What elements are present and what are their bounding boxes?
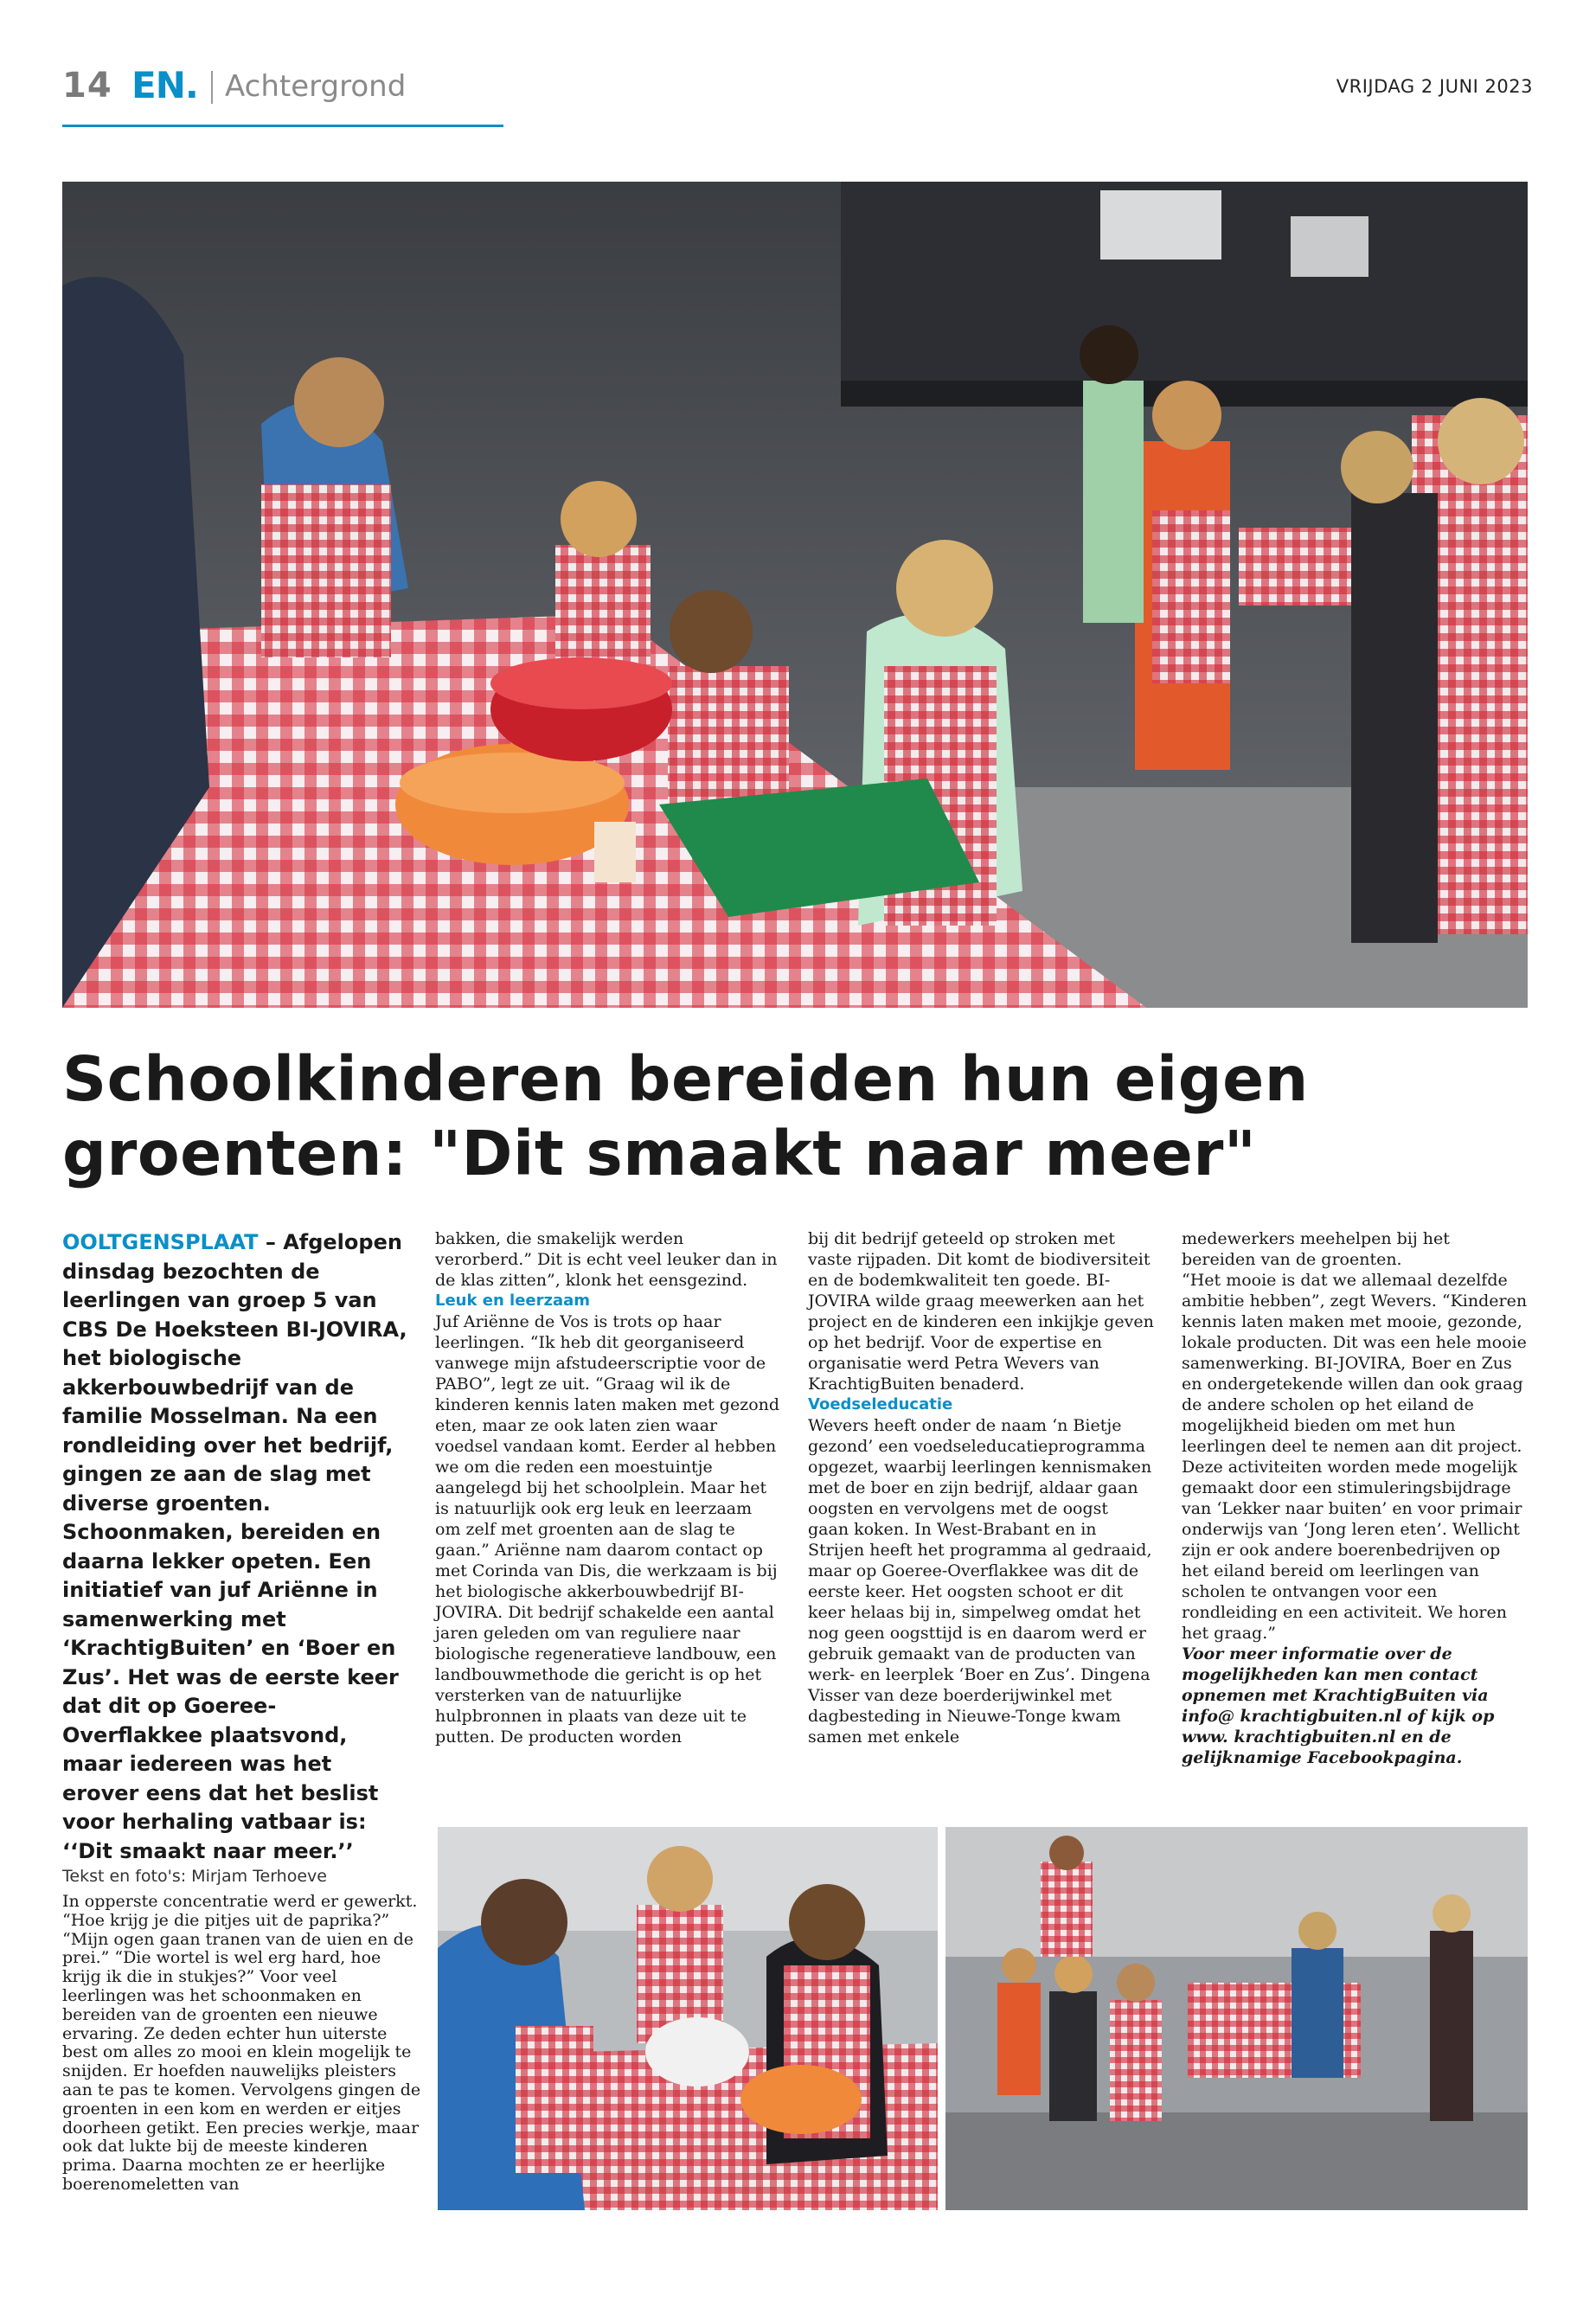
- subheading-leuk-en-leerzaam: Leuk en leerzaam: [435, 1292, 591, 1310]
- paragraph: Wevers heeft onder de naam ‘n Bietje gezond’ een voedseleducatieprogramma opgezet, waarbij leerlingen kennismaken met de boer en zijn bedrijf, aldaar gaan oogsten en vervolgens met de oogst gaan koken. In West-Brabant en in Strijen heeft het programma al gedraaid, maar op Goeree-Overflakkee was dit de eerste keer. Het oogsten schoot er dit keer helaas bij in, simpelweg omdat het nog geen oogsttijd is en daarom werd er gebruik gemaakt van de producten van werk- en leerplek ‘Boer en Zus’. Dingena Visser van deze boerderijwinkel met dagbesteding in Nieuwe-Tonge kwam samen met enkele: [808, 1416, 1152, 1747]
- intro-text: – Afgelopen dinsdag bezochten de leerlingen van groep 5 van CBS De Hoeksteen BI-JOVIRA, het biologische akkerbouwbedrijf van de familie Mosselman. Na een rondleiding over het bedrijf, gingen ze aan de slag met diverse groenten. Schoonmaken, bereiden en daarna lekker opeten. Een initiatief van juf Ariënne in samenwerking met ‘KrachtigBuiten’ en ‘Boer en Zus’. Het was de eerste keer dat dit op Goeree-Overflakkee plaatsvond, maar iedereen was het erover eens dat het beslist voor herhaling vatbaar is: ‘‘Dit smaakt naar meer.’’: [62, 1230, 407, 1863]
- header-divider: [211, 71, 213, 104]
- paragraph: “Het mooie is dat we allemaal dezelfde ambitie hebben”, zegt Wevers. “Kinderen kennis laten maken met mooie, gezonde, lokale producten. Dit was een hele mooie samenwerking. BI-JOVIRA, Boer en Zus en ondergetekende willen dan ook graag de andere scholen op het eiland de mogelijkheid bieden om met hun leerlingen deel te nemen aan dit project. Deze activiteiten worden mede mogelijk gemaakt door een stimuleringsbijdrage van ‘Lekker naar buiten’ en voor primair onderwijs van ‘Jong leren eten’. Wellicht zijn er ook andere boerenbedrijven op het eiland bereid om leerlingen van scholen te ontvangen voor een rondleiding en een activiteit. We horen het graag.”: [1182, 1271, 1528, 1643]
- cooking-class-photo: [62, 182, 1528, 1008]
- children-cutting-photo: [438, 1827, 938, 2210]
- column-2: [435, 1228, 781, 1747]
- column-3: [808, 1228, 1154, 1747]
- photo-credit: Tekst en foto's: Mirjam Terhoeve: [62, 1867, 327, 1886]
- article-headline: Schoolkinderen bereiden hun eigen groenten: "Dit smaakt naar meer": [62, 1043, 1309, 1189]
- contact-info: Voor meer informatie over de mogelijkheden kan men contact opnemen met KrachtigBuiten via info@ krachtigbuiten.nl of kijk op www. krachtigbuiten.nl en de gelijknamige Facebookpagina.: [1182, 1644, 1495, 1767]
- column-1-body: In opperste concentratie werd er gewerkt. “Hoe krijg je die pitjes uit de paprika?” “Mijn ogen gaan tranen van de uien en de prei.” “Die wortel is wel erg hard, hoe krijg ik die in stukjes?” Voor veel leerlingen was het schoonmaken en bereiden van de groenten een nieuwe ervaring. Ze deden echter hun uiterste best om alles zo mooi en klein mogelijk te snijden. Er hoefden nauwelijks pleisters aan te pas te komen. Vervolgens gingen de groenten in een kom en werden er eitjes doorheen getikt. Een precies werkje, maar ook dat lukte bij de meeste kinderen prima. Daarna mochten ze er heerlijke boerenomeletten van: [62, 1892, 421, 2194]
- issue-date: VRIJDAG 2 JUNI 2023: [1336, 76, 1533, 97]
- paragraph: bij dit bedrijf geteeld op stroken met vaste rijpaden. Dit komt de biodiversiteit en de bodemkwaliteit ten goede. BI-JOVIRA wilde graag meewerken aan het project en de kinderen een inkijkje geven op het bedrijf. Voor de expertise en organisatie werd Petra Wevers van KrachtigBuiten benaderd.: [808, 1229, 1154, 1394]
- article-intro: [62, 1228, 408, 1866]
- bottom-photo-left: [438, 1827, 938, 2210]
- paragraph: medewerkers meehelpen bij het bereiden van de groenten.: [1182, 1229, 1450, 1269]
- column-1: [62, 1228, 408, 1887]
- main-photo: [62, 182, 1528, 1008]
- bottom-photo-right: [945, 1827, 1528, 2210]
- subheading-voedseleducatie: Voedseleducatie: [808, 1395, 953, 1413]
- page-number: 14: [62, 66, 112, 106]
- page-header: [62, 62, 1533, 114]
- dateline: OOLTGENSPLAAT: [62, 1230, 259, 1254]
- header-rule: [62, 125, 503, 127]
- column-4: [1182, 1228, 1528, 1768]
- paragraph: bakken, die smakelijk werden verorberd.” Dit is echt veel leuker dan in de klas zitten”, klonk het eensgezind.: [435, 1229, 778, 1290]
- paragraph: Juf Ariënne de Vos is trots op haar leerlingen. “Ik heb dit georganiseerd vanwege mijn afstudeerscriptie voor de PABO”, legt ze uit. “Graag wil ik de kinderen kennis laten maken met gezond eten, maar ze ook laten zien waar voedsel vandaan komt. Eerder al hebben we om die reden een moestuintje aangelegd bij het schoolplein. Maar het is natuurlijk ook erg leuk en leerzaam om zelf met groenten aan de slag te gaan.” Ariënne nam daarom contact op met Corinda van Dis, die werkzaam is bij het biologische akkerbouwbedrijf BI-JOVIRA. Dit bedrijf schakelde een aantal jaren geleden om van reguliere naar biologische regeneratieve landbouw, een landbouwmethode die gericht is op het versterken van de natuurlijke hulpbronnen in plaats van deze uit te putten. De producten worden: [435, 1312, 780, 1747]
- group-photo: [945, 1827, 1528, 2210]
- newspaper-logo: EN.: [131, 64, 198, 106]
- section-title: Achtergrond: [225, 69, 407, 104]
